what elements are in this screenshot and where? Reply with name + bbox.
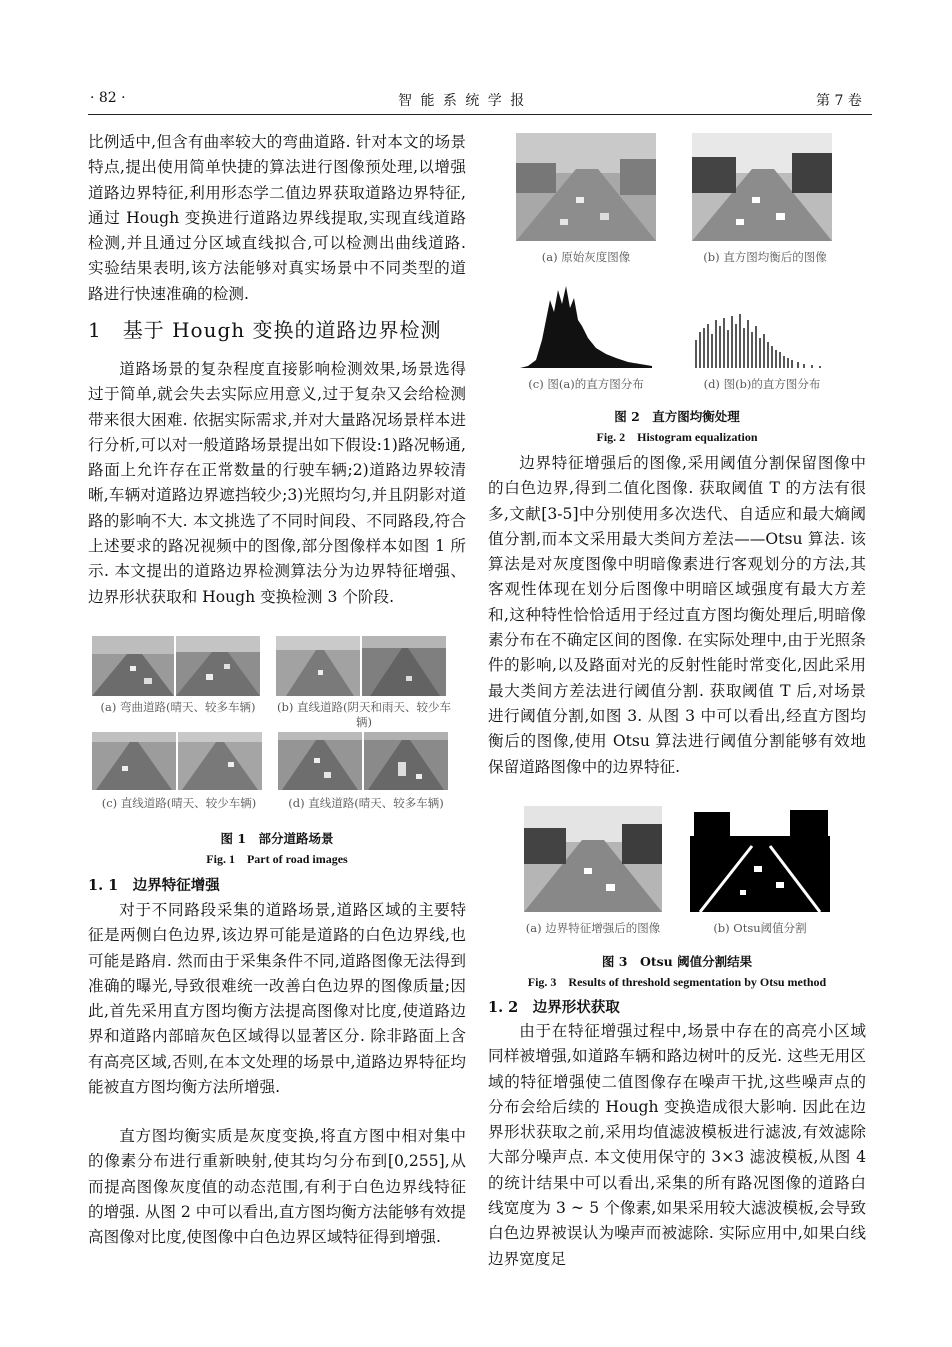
paragraph-feature-enhancement: 对于不同路段采集的道路场景,道路区域的主要特征是两侧白色边界,该边界可能是道路的白色边界线,也可能是路肩. 然而由于采集条件不同,道路图像无法得到准确的曝光,导致很难统一改善白色边界的图像质量;因此,首先采用直方图均衡方法提高图像对比度,使道路边界和道路内部暗灰色区域得以显著区分. 除非路面上含有高亮区域,否则,在本文处理的场景中,道路边界特征均能被直方图均衡方法所增强. (88, 901, 466, 1097)
fig1b-image-left (276, 636, 360, 696)
fig2a-label: (a) 原始灰度图像 (541, 250, 631, 264)
fig1d-image-left (278, 732, 362, 790)
fig2b-image (692, 133, 832, 241)
fig3-caption-en: Fig. 3 Results of threshold segmentation by Otsu method (527, 975, 827, 989)
fig1d-label: (d) 直线道路(晴天、较多车辆) (288, 796, 444, 810)
fig1a-image-left (92, 636, 174, 696)
fig1-caption-cn: 图 1 部分道路场景 (220, 831, 334, 846)
fig1c-image-left (92, 732, 176, 790)
fig3b-image (690, 806, 830, 912)
fig1b-label: (b) 直线道路(阴天和雨天、较少车辆) (277, 700, 451, 729)
paragraph-otsu-threshold: 边界特征增强后的图像,采用阈值分割保留图像中的白色边界,得到二值化图像. 获取阈值 T 的方法有很多,文献[3-5]中分别使用多次迭代、自适应和最大熵阈值分割,而本文采用最大类间方差法——Otsu 算法. 该算法是对灰度图像中明暗像素进行客观划分的方法,其客观性体现在划分后图像中明暗区域强度有最大方差和,这种特性恰恰适用于经过直方图均衡处理后,明暗像素分布在不确定区间的图像. 在实际处理中,由于光照条件的影响,以及路面对光的反射性能时常变化,因此采用最大类间方差法进行阈值分割. 获取阈值 T 后,对场景进行阈值分割,如图 3. 从图 3 中可以看出,经直方图均衡后的图像,使用 Otsu 算法进行阈值分割能够有效地保留道路图像中的边界特征. (488, 454, 866, 776)
subsection-1-1-heading: 1. 1 边界特征增强 (88, 877, 220, 894)
fig2d-histogram (692, 310, 832, 370)
fig1-caption-en: Fig. 1 Part of road images (206, 852, 348, 866)
fig2c-histogram (516, 280, 656, 370)
header-rule (88, 114, 872, 115)
left-column (88, 130, 466, 307)
fig1a-label: (a) 弯曲道路(晴天、较多车辆) (100, 700, 256, 714)
fig3a-label: (a) 边界特征增强后的图像 (525, 921, 661, 935)
volume-label: 第 7 卷 (816, 93, 862, 109)
fig3-caption-cn: 图 3 Otsu 阈值分割结果 (601, 954, 753, 969)
fig2d-label: (d) 图(b)的直方图分布 (703, 377, 821, 391)
intro-paragraph: 比例适中,但含有曲率较大的弯曲道路. 针对本文的场景特点,提出使用简单快捷的算法进行图像预处理,以增强道路边界特征,利用形态学二值边界获取道路边界特征,通过 Hough 变换进行道路边界线提取,实现直线道路检测,并且通过分区域直线拟合,可以检测出曲线道路. 实验结果表明,该方法能够对真实场景中不同类型的道路进行快速准确的检测. (88, 133, 466, 303)
fig1a-image-right (176, 636, 260, 696)
fig1c-image-right (178, 732, 262, 790)
paragraph-scene-assumptions: 道路场景的复杂程度直接影响检测效果,场景选得过于简单,就会失去实际应用意义,过于复杂又会给检测带来很大困难. 依据实际需求,并对大量路况场景样本进行分析,可以对一般道路场景提出如下假设:1)路况畅通,路面上允许存在正常数量的行驶车辆;2)道路边界较清晰,车辆对道路边界遮挡较少;3)光照均匀,并且阴影对道路的影响不大. 本文挑选了不同时间段、不同路段,符合上述要求的路况视频中的图像,部分图像样本如图 1 所示. 本文提出的道路边界检测算法分为边界特征增强、边界形状获取和 Hough 变换检测 3 个阶段. (88, 360, 466, 606)
fig1d-image-right (364, 732, 448, 790)
fig3a-image (524, 806, 662, 912)
fig1b-image-right (362, 636, 446, 696)
fig2-caption-cn: 图 2 直方图均衡处理 (614, 409, 740, 424)
paragraph-histogram-equalization: 直方图均衡实质是灰度变换,将直方图中相对集中的像素分布进行重新映射,使其均匀分布到[0,255],从而提高图像灰度值的动态范围,有利于白色边界线特征的增强. 从图 2 中可以看出,直方图均衡方法能够有效提高图像对比度,使图像中白色边界区域特征得到增强. (88, 1127, 466, 1247)
subsection-1-2-heading: 1. 2 边界形状获取 (488, 999, 620, 1016)
fig2c-label: (c) 图(a)的直方图分布 (528, 377, 644, 391)
section-1-heading: 1 基于 Hough 变换的道路边界检测 (88, 318, 442, 342)
fig3b-label: (b) Otsu阈值分割 (713, 921, 807, 935)
fig2b-label: (b) 直方图均衡后的图像 (703, 250, 827, 264)
paragraph-shape-acquisition: 由于在特征增强过程中,场景中存在的高亮小区域同样被增强,如道路车辆和路边树叶的反光. 这些无用区域的特征增强使二值图像存在噪声干扰,这些噪声点的分布会给后续的 Hough 变换造成很大影响. 因此在边界形状获取之前,采用均值滤波模板进行滤波,有效滤除大部分噪声点. 本文使用保守的 3×3 滤波模板,从图 4 的统计结果中可以看出,采集的所有路况图像的道路白线宽度为 3 ~ 5 个像素,如果采用较大滤波模板,会导致白色边界被误认为噪声而被滤除. 实际应用中,如果白线边界宽度足 (488, 1022, 866, 1268)
journal-title: 智 能 系 统 学 报 (398, 93, 527, 109)
fig1c-label: (c) 直线道路(晴天、较少车辆) (101, 796, 257, 810)
fig2-caption-en: Fig. 2 Histogram equalization (596, 430, 758, 444)
page-number: · 82 · (90, 90, 126, 106)
fig2a-image (516, 133, 656, 241)
